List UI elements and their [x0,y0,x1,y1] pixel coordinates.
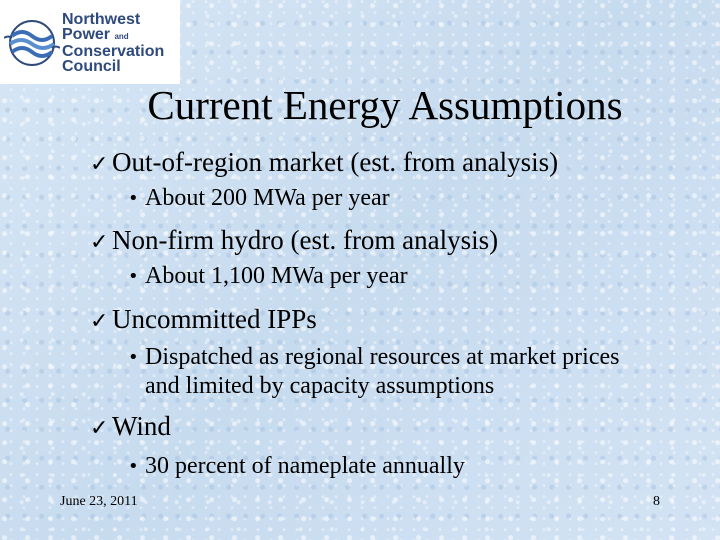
footer-date: June 23, 2011 [60,494,138,509]
sub-bullet-text: Dispatched as regional resources at market prices and limited by capacity assumptions [145,344,620,399]
bullet-dot-icon: • [128,347,139,368]
bullet-text: Wind [112,411,171,441]
slide-title: Current Energy Assumptions [147,82,623,128]
sub-bullet-text: About 200 MWa per year [145,185,390,211]
logo-line-2 [62,27,164,44]
logo [0,0,180,84]
bullet-uncommitted-ipps [90,303,317,338]
check-icon: ✓ [90,309,109,334]
logo-line-3: Conservation [62,43,165,60]
check-icon: ✓ [90,230,109,255]
sub-bullet-wind [128,452,645,481]
bullet-wind [90,410,171,445]
logo-line-2-small: and [114,32,129,41]
logo-line-1: Northwest [62,11,141,28]
bullet-text: Non-firm hydro (est. from analysis) [112,225,499,255]
sub-bullet-non-firm-hydro [128,262,645,291]
bullet-text: Uncommitted IPPs [112,304,317,334]
logo-line-4: Council [62,58,121,75]
bullet-dot-icon: • [128,266,139,287]
sub-bullet-text: 30 percent of nameplate annually [145,453,465,479]
page-number: 8 [653,494,660,509]
sub-bullet-text: About 1,100 MWa per year [145,263,408,289]
logo-line-2-main: Power [62,26,111,43]
logo-text [62,12,164,74]
waves-globe-logo-icon [4,18,60,68]
bullet-out-of-region [90,146,558,181]
bullet-text: Out-of-region market (est. from analysis) [112,147,559,177]
bullet-dot-icon: • [128,188,139,209]
check-icon: ✓ [90,416,109,441]
sub-bullet-uncommitted-ipps [128,343,645,401]
bullet-non-firm-hydro [90,224,498,259]
bullet-dot-icon: • [128,456,139,477]
check-icon: ✓ [90,152,109,177]
sub-bullet-out-of-region [128,184,645,213]
